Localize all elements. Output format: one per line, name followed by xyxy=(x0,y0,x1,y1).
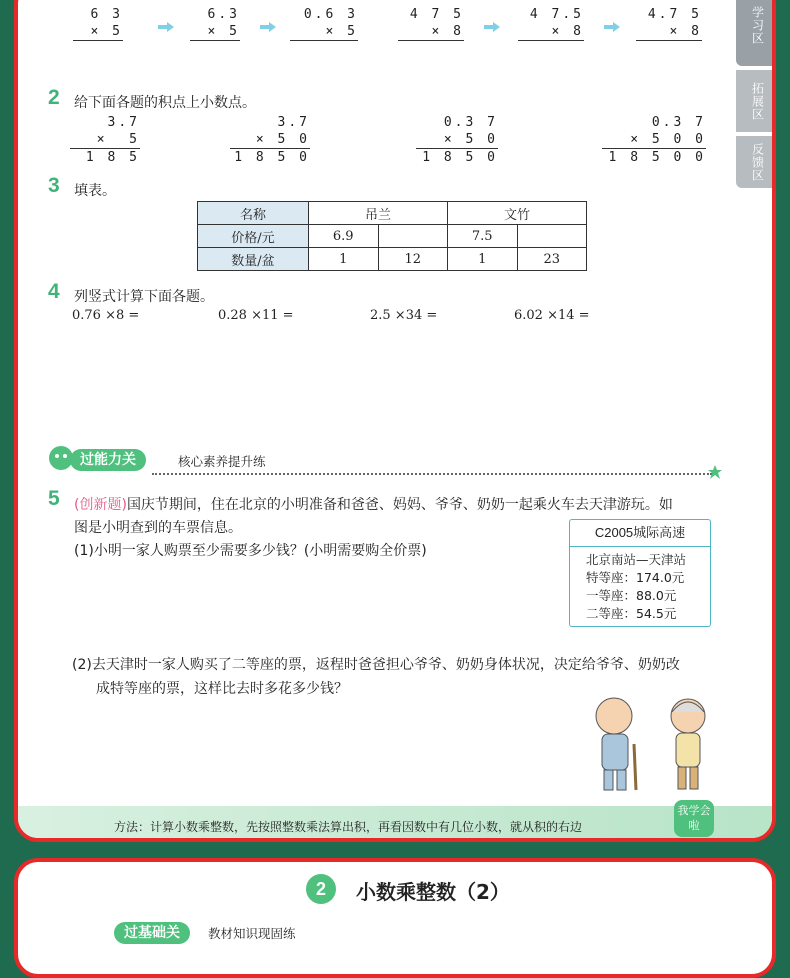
q2-calc-1: 3.7 × 5 1 8 5 xyxy=(70,114,140,166)
worksheet-page xyxy=(14,0,776,842)
ticket-special: 特等座：174.0元 xyxy=(586,570,685,585)
question-4-text: 列竖式计算下面各题。 xyxy=(74,289,214,305)
q5-sub1: (1)小明一家人购票至少需要多少钱？(小明需要购全价票) xyxy=(74,543,427,559)
top-calc-5: 4 7.5 × 8 xyxy=(518,6,584,41)
ticket-first: 一等座：88.0元 xyxy=(586,588,677,603)
tab-feedback-area[interactable]: 反馈区 xyxy=(736,136,776,188)
ticket-second: 二等座：54.5元 xyxy=(586,606,677,621)
row-label-price: 价格/元 xyxy=(198,225,309,248)
section-bar-subtitle: 核心素养提升练 xyxy=(178,454,266,469)
tab-study-area[interactable]: 学习区 xyxy=(736,0,776,66)
question-number-5: 5 xyxy=(48,487,60,510)
table-header-plant1: 吊兰 xyxy=(309,202,448,225)
fill-table xyxy=(197,201,587,271)
divider xyxy=(152,473,712,475)
q2-calc-2: 3.7 × 5 0 1 8 5 0 xyxy=(230,114,310,166)
table-cell-blank[interactable] xyxy=(517,225,587,248)
lesson-number-badge: 2 xyxy=(306,874,336,904)
table-cell: 6.9 xyxy=(309,225,379,248)
next-section-bar-subtitle: 教材知识现固练 xyxy=(208,926,296,941)
ticket-title: C2005城际高速 xyxy=(570,520,710,547)
arrow-icon xyxy=(484,22,500,32)
question-number-2: 2 xyxy=(48,86,60,109)
row-label-quantity: 数量/盆 xyxy=(198,248,309,271)
method-bar xyxy=(18,806,772,842)
q2-calc-3: 0.3 7 × 5 0 1 8 5 0 xyxy=(416,114,498,166)
top-calc-3: 0.6 3 × 5 xyxy=(290,6,358,41)
top-calc-4: 4 7 5 × 8 xyxy=(398,6,464,41)
learned-badge[interactable]: 我学会啦 xyxy=(674,800,714,837)
section-bar xyxy=(44,449,724,475)
next-page xyxy=(14,858,776,978)
star-icon xyxy=(708,465,722,479)
question-number-3: 3 xyxy=(48,174,60,197)
q4-item-2: 0.28 ×11 = xyxy=(218,308,294,323)
top-calc-2: 6.3 × 5 xyxy=(190,6,240,41)
table-cell-blank[interactable] xyxy=(378,225,448,248)
q5-sub2b: 成特等座的票，这样比去时多花多少钱？ xyxy=(96,681,348,697)
question-2-text: 给下面各题的积点上小数点。 xyxy=(74,95,256,111)
top-calc-6: 4.7 5 × 8 xyxy=(636,6,702,41)
tag-innovation: (创新题) xyxy=(74,497,127,513)
q5-sub2a: (2)去天津时一家人购买了二等座的票，返程时爸爸担心爷爷、奶奶身体状况，决定给爷爷、奶奶改 xyxy=(72,657,680,673)
table-cell: 12 xyxy=(378,248,448,271)
table-cell: 1 xyxy=(448,248,518,271)
arrow-icon xyxy=(158,22,174,32)
next-section-bar-title: 过基础关 xyxy=(114,922,190,944)
tab-extend-area[interactable]: 拓展区 xyxy=(736,70,776,132)
q4-item-1: 0.76 ×8 = xyxy=(72,308,140,323)
table-cell: 23 xyxy=(517,248,587,271)
lesson-title: 小数乘整数（2） xyxy=(356,880,510,904)
train-ticket xyxy=(569,519,711,627)
q5-line2: 图是小明查到的车票信息。 xyxy=(74,520,242,536)
q4-item-3: 2.5 ×34 = xyxy=(370,308,438,323)
question-3-text: 填表。 xyxy=(74,183,116,199)
arrow-icon xyxy=(604,22,620,32)
method-text: 方法：计算小数乘整数，先按照整数乘法算出积，再看因数中有几位小数，就从积的右边 xyxy=(114,820,583,834)
question-number-4: 4 xyxy=(48,280,60,303)
section-bar-title: 过能力关 xyxy=(70,449,146,471)
q5-line1: (创新题)国庆节期间，住在北京的小明准备和爸爸、妈妈、爷爷、奶奶一起乘火车去天津游玩。如 xyxy=(74,497,673,513)
q2-calc-4: 0.3 7 × 5 0 0 1 8 5 0 0 xyxy=(602,114,706,166)
ticket-route: 北京南站—天津站 xyxy=(586,552,687,567)
table-header-plant2: 文竹 xyxy=(448,202,587,225)
table-header-name: 名称 xyxy=(198,202,309,225)
top-calc-1: 6 3 × 5 xyxy=(73,6,123,41)
table-cell: 7.5 xyxy=(448,225,518,248)
q4-item-4: 6.02 ×14 = xyxy=(514,308,590,323)
arrow-icon xyxy=(260,22,276,32)
grandparents-illustration xyxy=(584,694,724,794)
table-cell: 1 xyxy=(309,248,379,271)
